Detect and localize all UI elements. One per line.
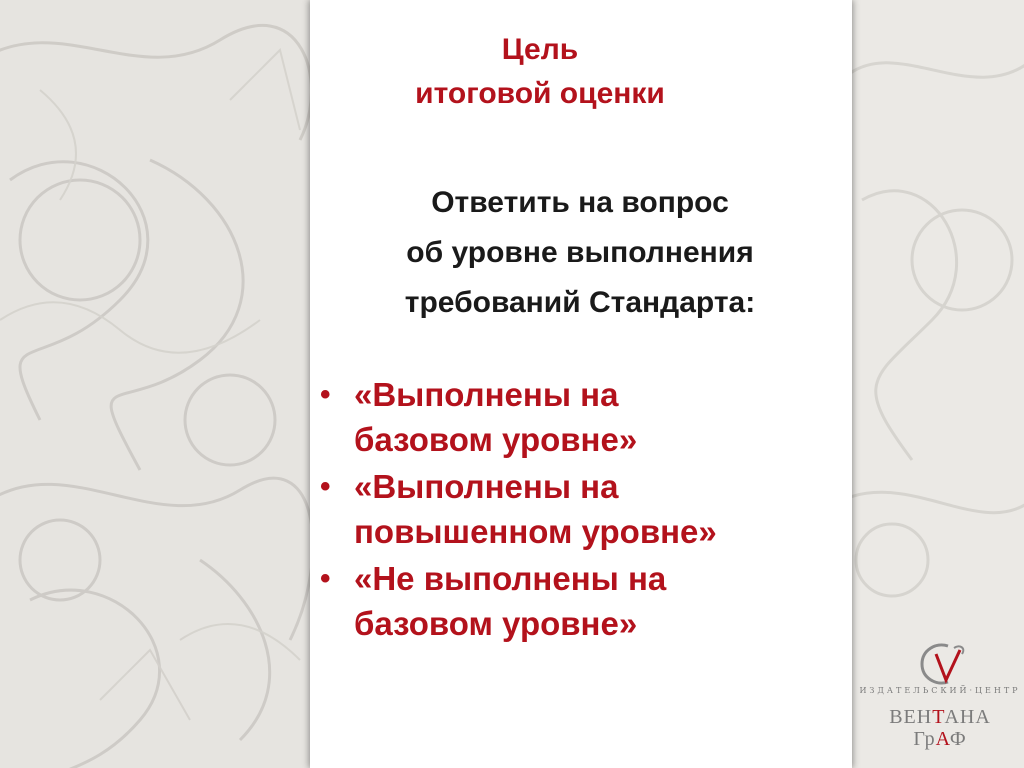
publisher-logo <box>858 630 1022 766</box>
subtitle-line-1: Ответить на вопрос <box>431 186 729 219</box>
title-line-2: итоговой оценки <box>415 77 665 110</box>
brand-name-top <box>858 706 1022 729</box>
bullet-dot-icon: • <box>320 562 331 595</box>
brand-top-accent: Т <box>932 706 945 728</box>
bullet-dot-icon: • <box>320 378 331 411</box>
bullet-item-1 <box>308 372 848 462</box>
subtitle-line-2: об уровне выполнения <box>406 236 754 269</box>
bullet-item-1-line-2: базовом уровне» <box>354 421 638 458</box>
bullet-item-2 <box>308 464 848 554</box>
brand-top-part-a: ВЕН <box>889 706 933 728</box>
bullet-list <box>308 372 848 648</box>
slide-subtitle <box>330 178 830 328</box>
background-pattern-left <box>0 0 310 768</box>
subtitle-line-3: требований Стандарта: <box>404 286 756 319</box>
bullet-dot-icon: • <box>320 470 331 503</box>
slide-title <box>310 28 800 116</box>
bullet-item-3-line-2: базовом уровне» <box>354 605 638 642</box>
title-line-1: Цель <box>501 33 579 66</box>
bullet-item-2-line-2: повышенном уровне» <box>354 513 717 550</box>
publisher-caption: ИЗДАТЕЛЬСКИЙ·ЦЕНТР <box>859 686 1021 695</box>
bullet-item-2-line-1: «Выполнены на <box>354 468 619 505</box>
brand-bottom-accent: А <box>935 728 950 750</box>
monogram-icon <box>914 636 970 692</box>
bullet-item-3 <box>308 556 848 646</box>
bullet-item-3-line-1: «Не выполнены на <box>354 560 667 597</box>
bullet-item-1-line-1: «Выполнены на <box>354 376 619 413</box>
brand-top-part-b: АНА <box>944 706 991 728</box>
brand-bottom-part-a: Гр <box>913 728 936 750</box>
brand-bottom-part-b: Ф <box>949 728 967 750</box>
brand-name-bottom <box>858 728 1022 751</box>
